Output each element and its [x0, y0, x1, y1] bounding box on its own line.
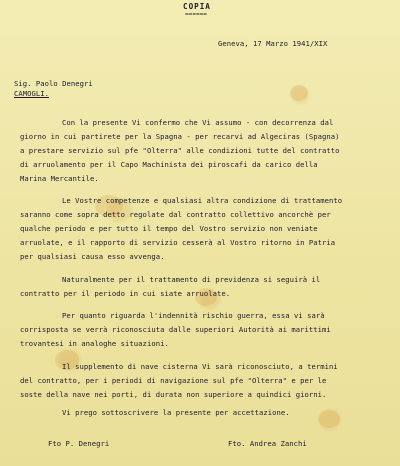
body-line: di arruolamento per il Capo Machinista dei piroscafi da carico della [20, 160, 318, 169]
signature-left: Fto P. Denegri [48, 439, 110, 448]
body-line: Con la presente Vi confermo che Vi assumo - con decorrenza dal [62, 118, 334, 127]
body-line: trovantesi in analoghe situazioni. [20, 339, 169, 348]
body-line: Marina Mercantile. [20, 174, 99, 183]
body-line: qualche periodo e per tutto il tempo del Vostro servizio non veniate [20, 224, 318, 233]
copy-underline: ====== [185, 11, 207, 18]
body-line: Naturalmente per il trattamento di previdenza si seguirà il [62, 275, 321, 284]
body-line: a prestare servizio sul pfe "Olterra" alle condizioni tutte del contratto [20, 146, 340, 155]
body-line: giorno in cui partirete per la Spagna - per recarvi ad Algeciras (Spagna) [20, 132, 340, 141]
signature-right: Fto. Andrea Zanchi [228, 439, 307, 448]
body-line: arruolate, e il rapporto di servizio cesserà al Vostro ritorno in Patria [20, 238, 336, 247]
body-line: Le Vostre competenze e qualsiasi altra condizione di trattamento [62, 196, 343, 205]
body-line: corrisposta se verrà riconosciuta dalle superiori Autorità ai marittimi [20, 325, 331, 334]
body-line: Vi prego sottoscrivere la presente per accettazione. [62, 408, 290, 417]
body-line: Il supplemento di nave cisterna Vi sarà riconosciuto, a termini [62, 362, 338, 371]
body-line: del contratto, per i periodi di navigazione sul pfe "Olterra" e per le [20, 376, 327, 385]
copy-label: COPIA [183, 2, 211, 11]
body-line: saranno come sopra detto regolate dal contratto collettivo ancorchè per [20, 210, 331, 219]
recipient-city: CAMOGLI. [14, 89, 50, 98]
paper-stain [290, 85, 308, 101]
body-line: per qualsiasi causa esso avvenga. [20, 252, 165, 261]
body-line: contratto per il periodo in cui siate arruolate. [20, 289, 231, 298]
recipient-name: Sig. Paolo Denegri [14, 79, 93, 88]
body-line: Per quanto riguarda l'indennità rischio guerra, essa vi sarà [62, 311, 325, 320]
dateline: Geneva, 17 Marzo 1941/XIX [218, 39, 328, 48]
paper-stain [318, 410, 340, 428]
body-line: soste della nave nei porti, di durata non superiore a quindici giorni. [20, 390, 327, 399]
